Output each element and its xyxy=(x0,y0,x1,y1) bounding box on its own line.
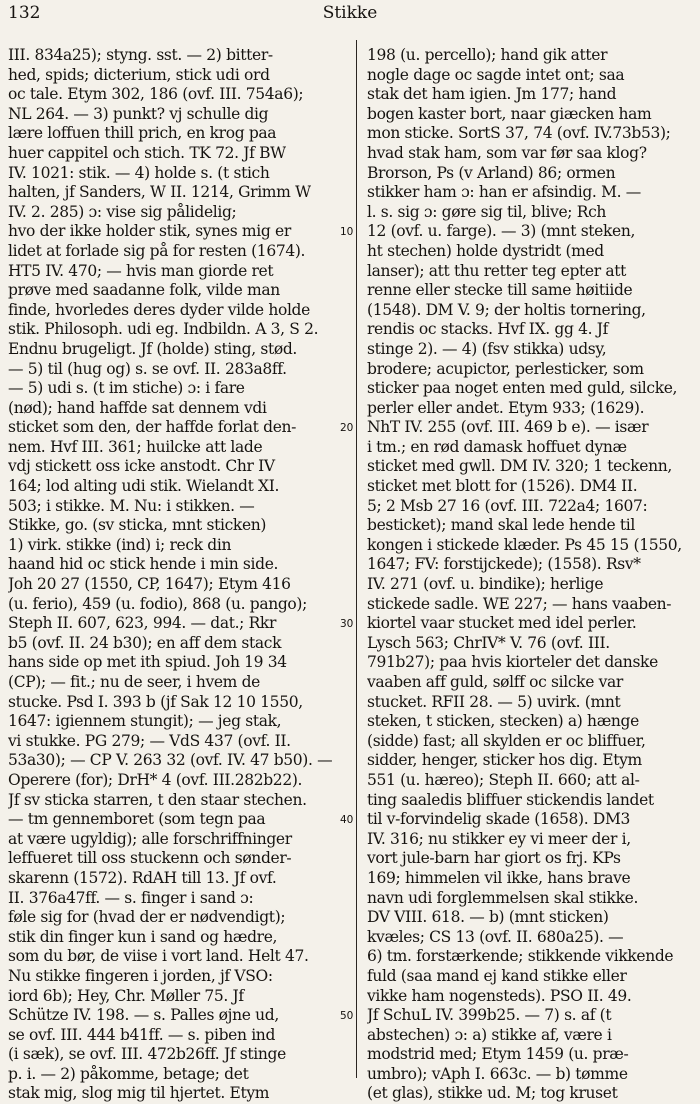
text-line: (nød); hand haffde sat dennem vdi xyxy=(8,398,267,417)
column-divider xyxy=(356,40,357,1078)
text-line: iord 6b); Hey, Chr. Møller 75. Jf xyxy=(8,986,244,1005)
text-line: mon sticke. SortS 37, 74 (ovf. IV.73b53); xyxy=(367,124,671,143)
text-line: IV. 1021: stik. — 4) holde s. (t stich xyxy=(8,163,270,182)
text-line: Operere (for); DrH* 4 (ovf. III.282b22). xyxy=(8,770,303,789)
text-line: (sidde) fast; all skylden er oc bliffuer, xyxy=(367,731,646,750)
text-line: stucke. Psd I. 393 b (jf Sak 12 10 1550, xyxy=(8,692,303,711)
text-line: sticket som den, der haffde forlat den- xyxy=(8,418,297,437)
text-line: (u. ferio), 459 (u. fodio), 868 (u. pango); xyxy=(8,594,307,613)
text-line: (1548). DM V. 9; der holtis tornering, xyxy=(367,300,646,319)
page-header xyxy=(0,3,700,29)
text-line: føle sig for (hvad der er nødvendigt); xyxy=(8,908,286,927)
text-line: perler eller andet. Etym 933; (1629). xyxy=(367,398,645,417)
text-line: umbro); vAph I. 663c. — b) tømme xyxy=(367,1064,628,1083)
text-line: stickede sadle. WE 227; — hans vaaben- xyxy=(367,594,672,613)
text-line: hed, spids; dicterium, stick udi ord xyxy=(8,65,270,84)
text-line: Nu stikke fingeren i jorden, jf VSO: xyxy=(8,966,273,985)
text-line: skarenn (1572). RdAH till 13. Jf ovf. xyxy=(8,868,277,887)
text-line: brodere; acupictor, perlesticker, som xyxy=(367,359,644,378)
text-line: 551 (u. hæreo); Steph II. 660; att al- xyxy=(367,770,640,789)
text-line: renne eller stecke till same høitiide xyxy=(367,281,633,300)
running-head: Stikke xyxy=(322,3,378,23)
text-line: vort jule-barn har giort os frj. KPs xyxy=(367,849,621,868)
text-line: sticker paa noget enten med guld, silcke, xyxy=(367,379,678,398)
text-line: at være ugyldig); alle forschriffninger xyxy=(8,829,292,848)
text-line: vdj stickett oss icke anstodt. Chr IV xyxy=(8,457,275,476)
text-line: lanser); att thu retter teg epter att xyxy=(367,261,627,280)
text-line: Endnu brugeligt. Jf (holde) sting, stød. xyxy=(8,339,297,358)
text-line: kvæles; CS 13 (ovf. II. 680a25). — xyxy=(367,927,624,946)
text-line: modstrid med; Etym 1459 (u. præ- xyxy=(367,1045,629,1064)
text-line: Stikke, go. (sv sticka, mnt sticken) xyxy=(8,516,267,535)
text-line: i tm.; en rød damask hoffuet dynæ xyxy=(367,437,627,456)
text-line: II. 376a47ff. — s. finger i sand ɔ: xyxy=(8,888,254,907)
text-line: vaaben aff guld, sølff oc silcke var xyxy=(367,673,623,691)
text-line: se ovf. III. 444 b41ff. — s. piben ind xyxy=(8,1025,276,1044)
text-line: rendis oc stacks. Hvf IX. gg 4. Jf xyxy=(367,320,609,339)
text-line: ht stechen) holde dystridt (med xyxy=(367,241,604,260)
text-line: 169; himmelen vil ikke, hans brave xyxy=(367,868,631,887)
text-line: Joh 20 27 (1550, CP, 1647); Etym 416 xyxy=(8,575,291,594)
left-column xyxy=(8,46,343,1104)
text-line: nogle dage oc sagde intet ont; saa xyxy=(367,65,625,84)
text-line: vikke ham nogensteds). PSO II. 49. xyxy=(367,986,632,1005)
right-column xyxy=(367,46,700,1104)
line-number: 30 xyxy=(340,618,354,631)
text-line: (i sæk), se ovf. III. 472b26ff. Jf stinge xyxy=(8,1045,286,1064)
text-line: — 5) udi s. (t im stiche) ɔ: i fare xyxy=(8,379,245,398)
text-line: leffueret till oss stuckenn och sønder- xyxy=(8,849,292,868)
text-line: DV VIII. 618. — b) (mnt sticken) xyxy=(367,908,609,927)
text-line: kongen i stickede klæder. Ps 45 15 (1550, xyxy=(367,535,682,554)
text-line: prøve med saadanne folk, vilde man xyxy=(8,281,280,300)
text-line: (et glas), stikke ud. M; tog kruset xyxy=(367,1084,618,1103)
text-line: — tm gennemboret (som tegn paa xyxy=(8,810,266,829)
text-line: III. 834a25); styng. sst. — 2) bitter- xyxy=(8,46,273,64)
text-line: IV. 316; nu stikker ey vi meer der i, xyxy=(367,829,631,848)
text-line: Steph II. 607, 623, 994. — dat.; Rkr xyxy=(8,614,277,633)
text-line: abstechen) ɔ: a) stikke af, være i xyxy=(367,1025,612,1044)
text-line: (CP); — fit.; nu de seer, i hvem de xyxy=(8,673,260,691)
text-line: hvad stak ham, som var før saa klog? xyxy=(367,143,647,162)
line-number: 50 xyxy=(340,1010,354,1023)
text-line: til v-forvindelig skade (1658). DM3 xyxy=(367,810,631,829)
text-line: sticket met blott for (1526). DM4 II. xyxy=(367,477,638,496)
line-number: 10 xyxy=(340,226,354,239)
text-line: 1647: igiennem stungit); — jeg stak, xyxy=(8,712,282,731)
text-line: huer cappitel och stich. TK 72. Jf BW xyxy=(8,143,286,162)
text-line: lære loffuen thill prich, en krog paa xyxy=(8,124,277,143)
text-line: stinge 2). — 4) (fsv stikka) udsy, xyxy=(367,339,607,358)
text-line: steken, t sticken, stecken) a) hænge xyxy=(367,712,639,731)
text-line: halten, jf Sanders, W II. 1214, Grimm W xyxy=(8,183,311,202)
text-line: stik din finger kun i sand og hædre, xyxy=(8,927,278,946)
text-line: ting saaledis bliffuer stickendis landet xyxy=(367,790,654,809)
text-line: HT5 IV. 470; — hvis man giorde ret xyxy=(8,261,274,280)
text-line: Jf sv sticka starren, t den staar stechen. xyxy=(8,790,307,809)
page-number: 132 xyxy=(8,3,41,23)
text-line: stikker ham ɔ: han er afsindig. M. — xyxy=(367,183,641,202)
text-line: 6) tm. forstærkende; stikkende vikkende xyxy=(367,947,674,966)
text-line: sticket med gwll. DM IV. 320; 1 teckenn, xyxy=(367,457,672,476)
text-line: hans side op met ith spiud. Joh 19 34 xyxy=(8,653,287,672)
text-line: oc tale. Etym 302, 186 (ovf. III. 754a6); xyxy=(8,85,304,104)
text-line: 1) virk. stikke (ind) i; reck din xyxy=(8,535,232,554)
text-line: som du bør, de viise i vort land. Helt 47. xyxy=(8,947,309,966)
text-line: p. i. — 2) påkomme, betage; det xyxy=(8,1064,249,1083)
text-line: 1647; FV: forstijckede); (1558). Rsv* xyxy=(367,555,641,574)
text-line: NL 264. — 3) punkt? vj schulle dig xyxy=(8,104,269,123)
text-line: — 5) til (hug og) s. se ovf. II. 283a8ff. xyxy=(8,359,287,378)
text-line: vi stukke. PG 279; — VdS 437 (ovf. II. xyxy=(8,731,291,750)
text-line: IV. 271 (ovf. u. bindike); herlige xyxy=(367,575,604,594)
text-line: stucket. RFII 28. — 5) uvirk. (mnt xyxy=(367,692,621,711)
text-line: Lysch 563; ChrIV* V. 76 (ovf. III. xyxy=(367,633,610,652)
text-line: bogen kaster bort, naar giæcken ham xyxy=(367,104,652,123)
text-line: NhT IV. 255 (ovf. III. 469 b e). — især xyxy=(367,418,649,437)
text-line: l. s. sig ɔ: gøre sig til, blive; Rch xyxy=(367,202,607,221)
text-line: fuld (saa mand ej kand stikke eller xyxy=(367,966,627,985)
text-line: Jf SchuL IV. 399b25. — 7) s. af (t xyxy=(367,1006,612,1025)
line-number: 20 xyxy=(340,422,354,435)
text-line: 164; lod alting udi stik. Wielandt XI. xyxy=(8,477,280,496)
text-line: Brorson, Ps (v Arland) 86; ormen xyxy=(367,163,616,182)
text-line: 12 (ovf. u. farge). — 3) (mnt steken, xyxy=(367,222,636,241)
text-line: 791b27); paa hvis kiorteler det danske xyxy=(367,653,658,672)
text-line: 503; i stikke. M. Nu: i stikken. — xyxy=(8,496,255,515)
text-line: nem. Hvf III. 361; huilcke att lade xyxy=(8,437,263,456)
text-line: stik. Philosoph. udi eg. Indbildn. A 3, S 2. xyxy=(8,320,319,339)
text-line: sidder, henger, sticker hos dig. Etym xyxy=(367,751,642,770)
text-line: lidet at forlade sig på for resten (1674). xyxy=(8,241,306,260)
text-line: stak det ham igien. Jm 177; hand xyxy=(367,85,617,104)
text-line: 198 (u. percello); hand gik atter xyxy=(367,46,608,64)
text-line: haand hid oc stick hende i min side. xyxy=(8,555,279,574)
text-line: Schütze IV. 198. — s. Palles øjne ud, xyxy=(8,1006,279,1025)
text-line: 5; 2 Msb 27 16 (ovf. III. 722a4; 1607: xyxy=(367,496,648,515)
line-number: 40 xyxy=(340,814,354,827)
text-line: besticket); mand skal lede hende til xyxy=(367,516,636,535)
text-line: b5 (ovf. II. 24 b30); en aff dem stack xyxy=(8,633,282,652)
text-line: finde, hvorledes deres dyder vilde holde xyxy=(8,300,310,319)
text-line: 53a30); — CP V. 263 32 (ovf. IV. 47 b50). — xyxy=(8,751,333,770)
text-line: kiortel vaar stucket med idel perler. xyxy=(367,614,637,633)
text-line: hvo der ikke holder stik, synes mig er xyxy=(8,222,291,241)
text-line: IV. 2. 285) ɔ: vise sig pålidelig; xyxy=(8,202,237,221)
text-line: stak mig, slog mig til hjertet. Etym xyxy=(8,1084,270,1103)
text-line: navn udi forglemmelsen skal stikke. xyxy=(367,888,639,907)
